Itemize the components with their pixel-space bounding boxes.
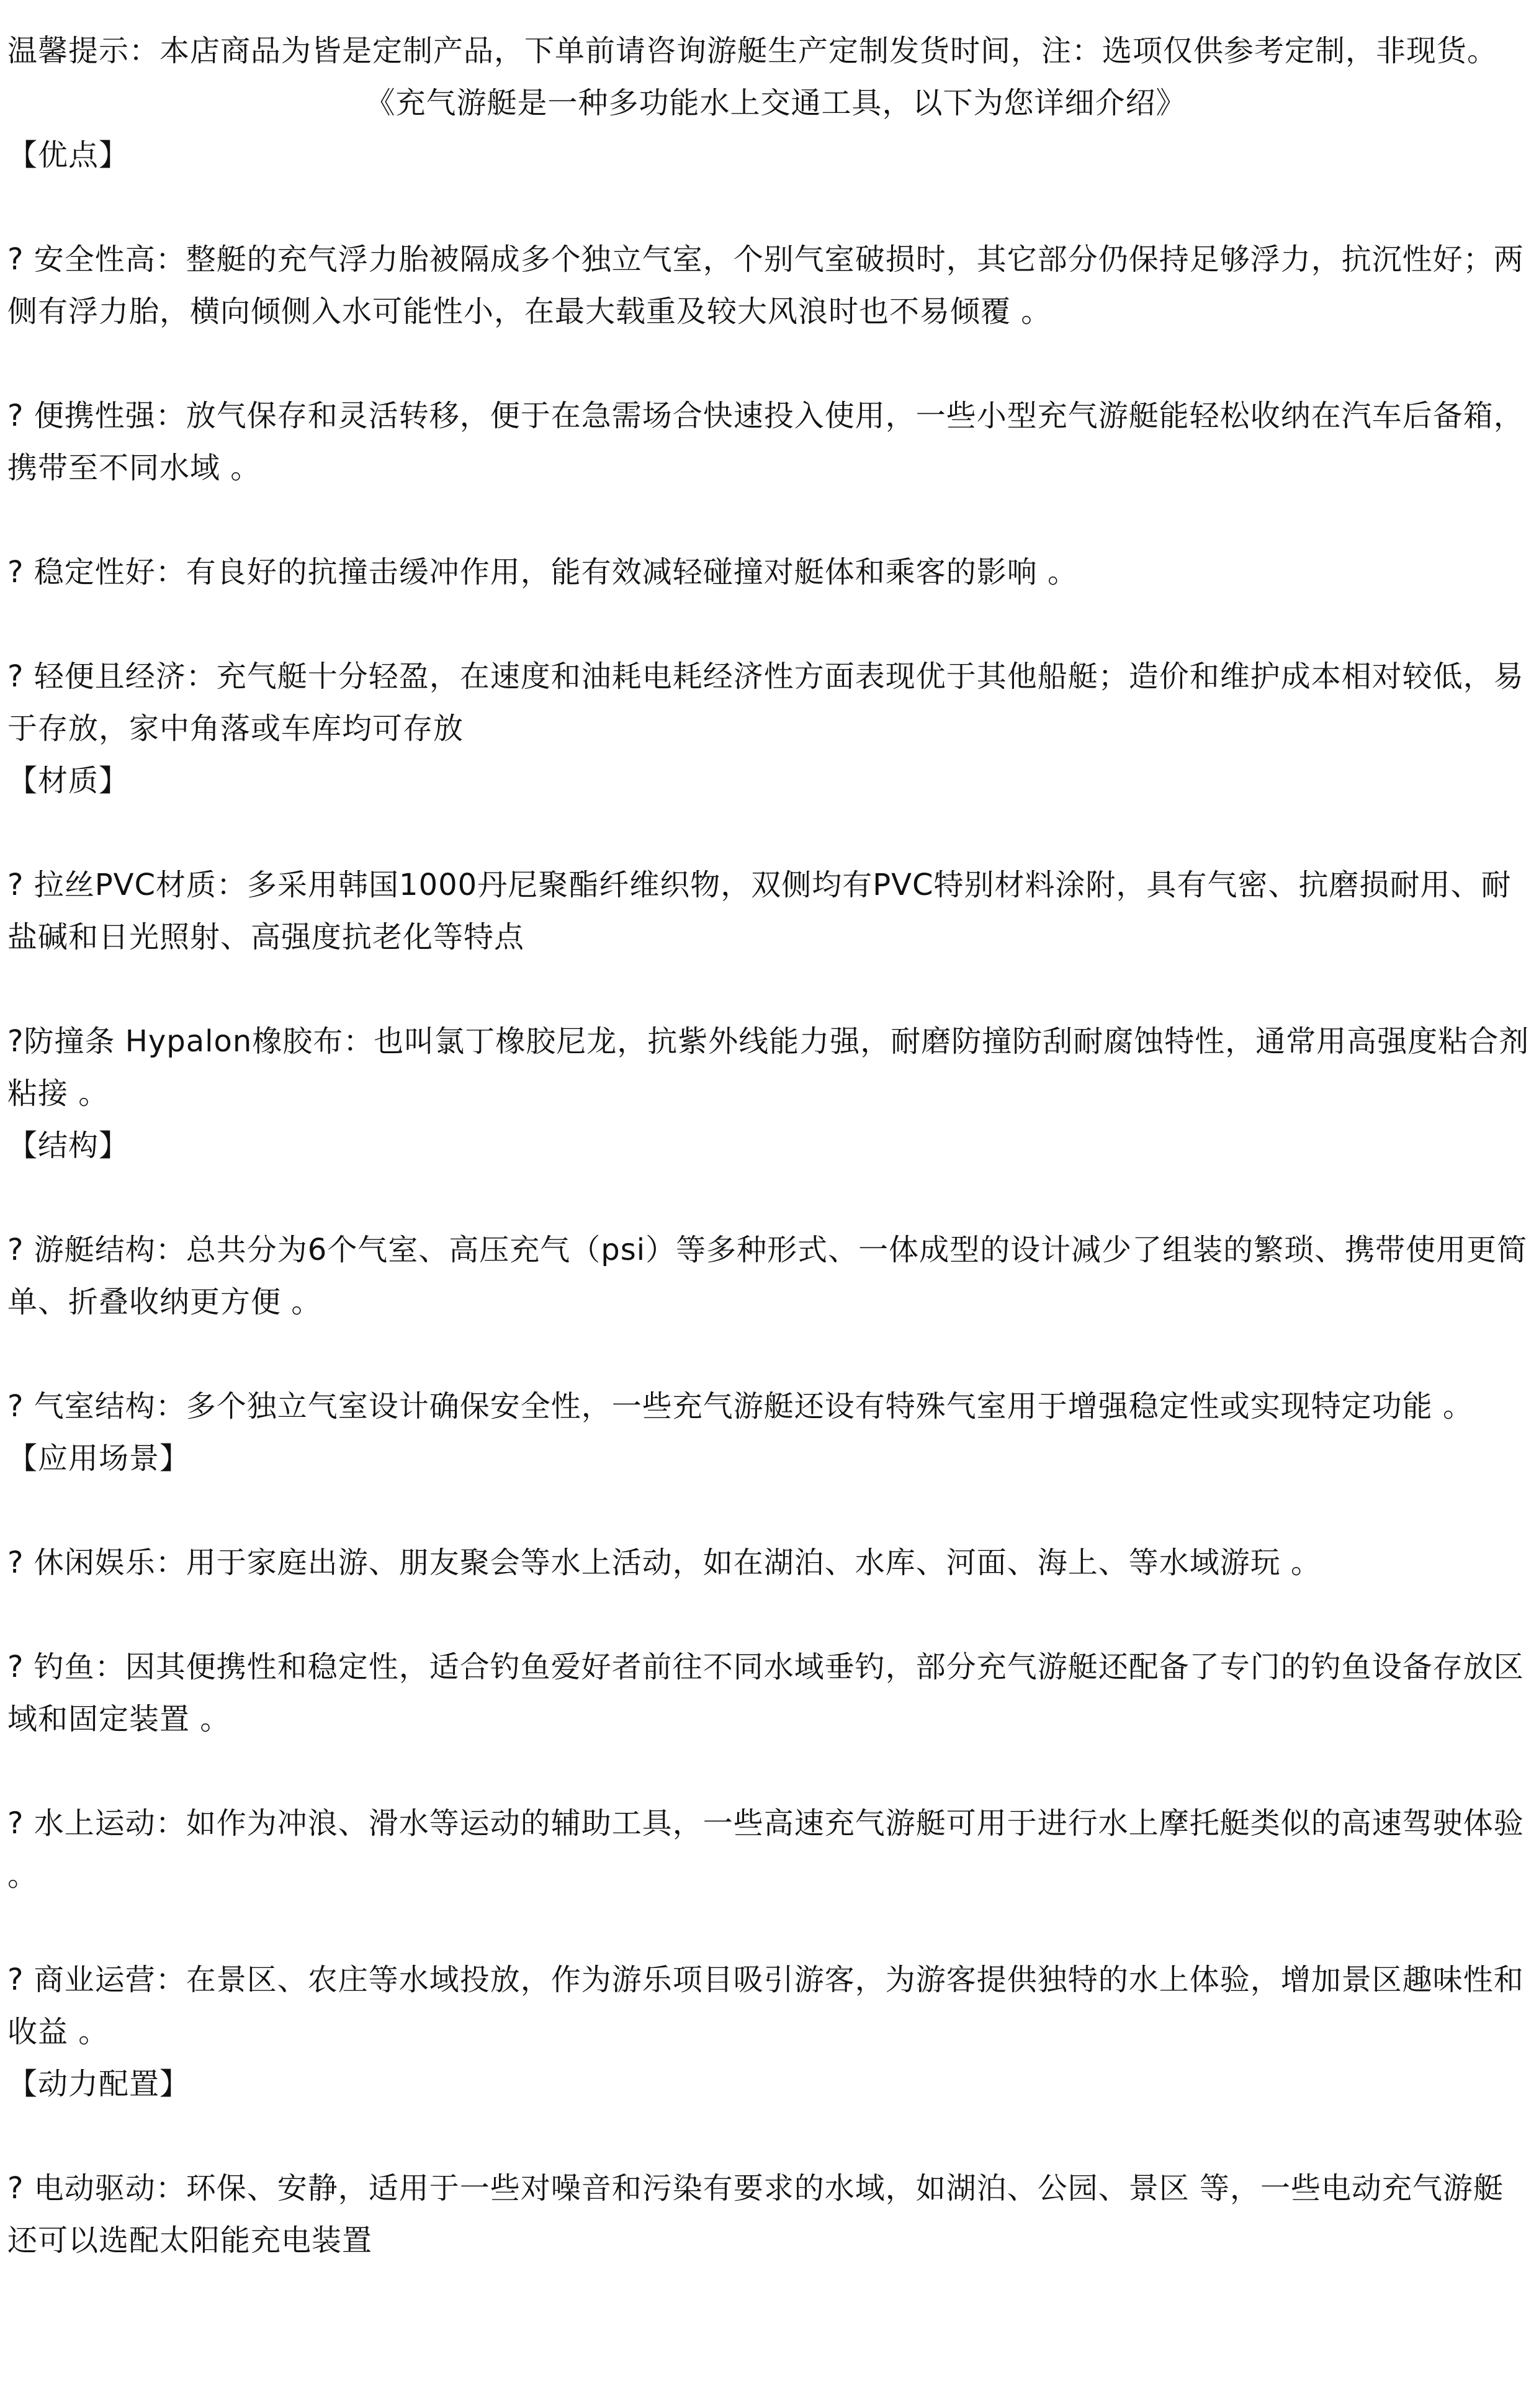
advantage-item: ? 便携性强：放气保存和灵活转移，便于在急需场合快速投入使用，一些小型充气游艇能轻松收纳在汽车后备箱，携带至不同水域 。 [7, 398, 1524, 485]
advantage-item: ? 轻便且经济：充气艇十分轻盈，在速度和油耗电耗经济性方面表现优于其他船艇；造价和维护成本相对较低，易于存放，家中角落或车库均可存放 [7, 659, 1524, 746]
power-item: ? 电动驱动：环保、安静，适用于一些对噪音和污染有要求的水域，如湖泊、公园、景区 等，一些电动充气游艇还可以选配太阳能充电装置 [7, 2171, 1504, 2258]
intro-title: 《充气游艇是一种多功能水上交通工具，以下为您详细介绍》 [365, 86, 1187, 120]
section-heading-structure: 【结构】 [7, 1128, 130, 1163]
scenario-item: ? 水上运动：如作为冲浪、滑水等运动的辅助工具，一些高速充气游艇可用于进行水上摩托艇类似的高速驾驶体验 。 [7, 1806, 1524, 1893]
product-description [0, 25, 1539, 2408]
section-heading-scenarios: 【应用场景】 [7, 1441, 191, 1476]
structure-item: ? 游艇结构：总共分为6个气室、高压充气（psi）等多种形式、一体成型的设计减少了组装的繁琐、携带使用更简单、折叠收纳更方便 。 [7, 1233, 1528, 1319]
section-heading-material: 【材质】 [7, 763, 130, 798]
scenario-item: ? 商业运营：在景区、农庄等水域投放，作为游乐项目吸引游客，为游客提供独特的水上体验，增加景区趣味性和收益 。 [7, 1962, 1524, 2049]
section-heading-power: 【动力配置】 [7, 2067, 191, 2101]
advantage-item: ? 稳定性好：有良好的抗撞击缓冲作用，能有效减轻碰撞对艇体和乘客的影响 。 [7, 555, 1078, 590]
scenario-item: ? 休闲娱乐：用于家庭出游、朋友聚会等水上活动，如在湖泊、水库、河面、海上、等水域游玩 。 [7, 1545, 1321, 1580]
scenario-item: ? 钓鱼：因其便携性和稳定性，适合钓鱼爱好者前往不同水域垂钓，部分充气游艇还配备了专门的钓鱼设备存放区域和固定装置 。 [7, 1650, 1524, 1736]
material-item: ? 拉丝PVC材质：多采用韩国1000丹尼聚酯纤维织物，双侧均有PVC特别材料涂附，具有气密、抗磨损耐用、耐盐碱和日光照射、高强度抗老化等特点 [7, 868, 1512, 955]
material-item: ?防撞条 Hypalon橡胶布：也叫氯丁橡胶尼龙，抗紫外线能力强，耐磨防撞防刮耐腐蚀特性，通常用高强度粘合剂粘接 。 [7, 1024, 1530, 1111]
section-heading-advantages: 【优点】 [7, 138, 130, 173]
notice-text: 温馨提示：本店商品为皆是定制产品，下单前请咨询游艇生产定制发货时间，注：选项仅供参考定制，非现货。 [7, 34, 1498, 68]
advantage-item: ? 安全性高：整艇的充气浮力胎被隔成多个独立气室，个别气室破损时，其它部分仍保持足够浮力，抗沉性好；两侧有浮力胎，横向倾侧入水可能性小，在最大载重及较大风浪时也不易倾覆 。 [7, 242, 1524, 329]
structure-item: ? 气室结构：多个独立气室设计确保安全性，一些充气游艇还设有特殊气室用于增强稳定性或实现特定功能 。 [7, 1389, 1473, 1424]
